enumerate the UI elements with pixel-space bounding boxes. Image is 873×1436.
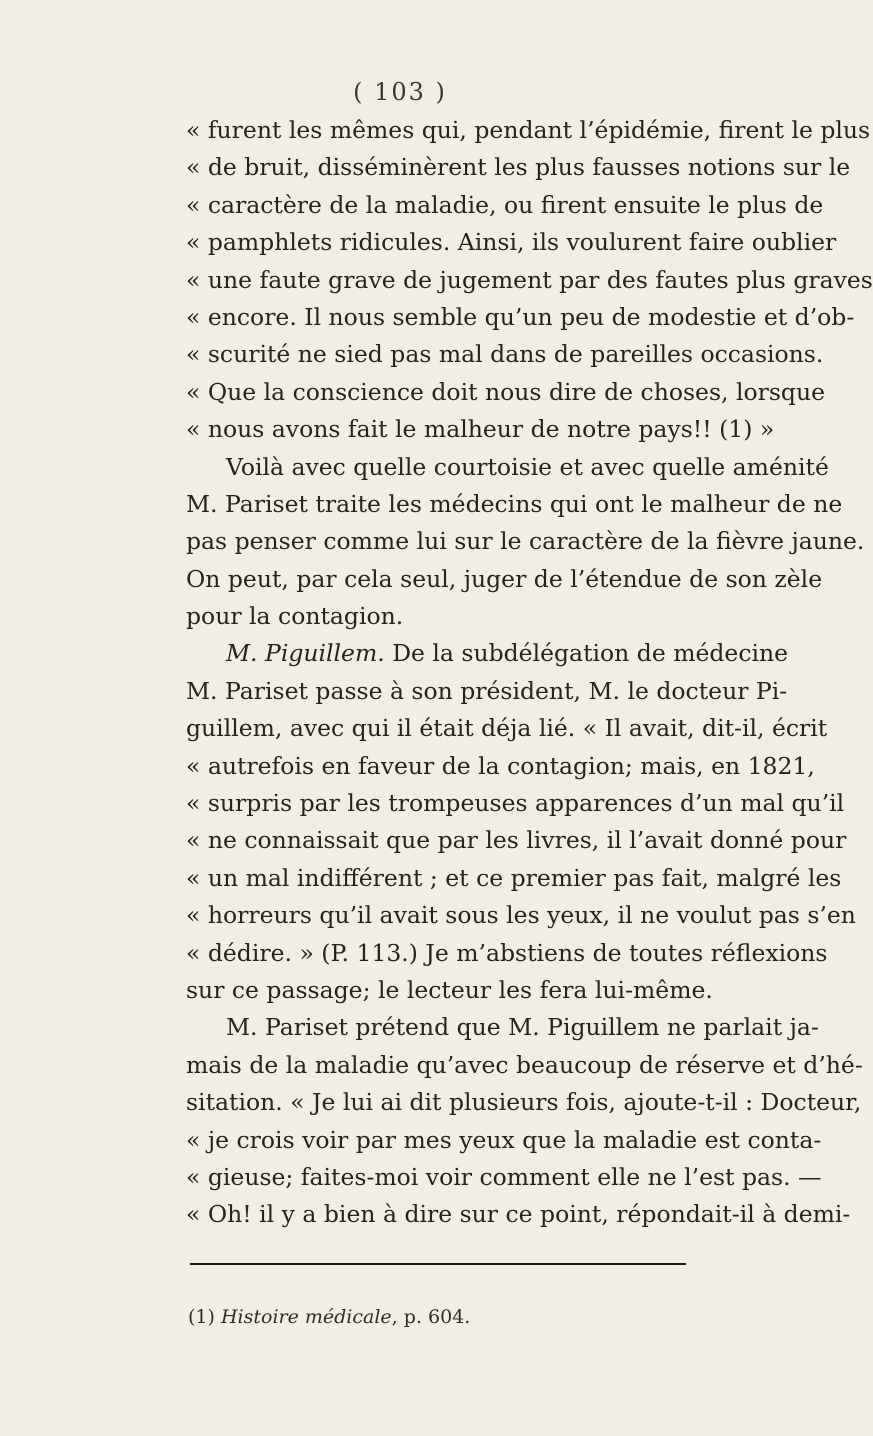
- text-line: On peut, par cela seul, juger de l’étendue de son zèle: [186, 564, 823, 593]
- body-text: [186, 112, 873, 1234]
- text-line: pour la contagion.: [186, 602, 404, 631]
- italic-heading: M. Piguillem.: [226, 639, 385, 668]
- text-line: « encore. Il nous semble qu’un peu de modestie et d’ob-: [186, 302, 855, 331]
- text-line: « Oh! il y a bien à dire sur ce point, répondait-il à demi-: [186, 1200, 851, 1229]
- text-line: « ne connaissait que par les livres, il l’avait donné pour: [186, 826, 847, 855]
- footnote-mark: (1): [188, 1306, 215, 1328]
- text-line: « une faute grave de jugement par des fautes plus graves: [186, 265, 873, 294]
- text-line: « gieuse; faites-moi voir comment elle ne l’est pas. —: [186, 1162, 822, 1191]
- text-line: « de bruit, disséminèrent les plus fausses notions sur le: [186, 153, 851, 182]
- text-line: « dédire. » (P. 113.) Je m’abstiens de toutes réflexions: [186, 938, 828, 967]
- text-line: « surpris par les trompeuses apparences d’un mal qu’il: [186, 789, 845, 818]
- text-line: « scurité ne sied pas mal dans de pareilles occasions.: [186, 340, 824, 369]
- text-line: « pamphlets ridicules. Ainsi, ils voulurent faire oublier: [186, 228, 837, 257]
- footnote: [188, 1306, 470, 1328]
- text-line: sur ce passage; le lecteur les fera lui-même.: [186, 975, 713, 1004]
- footnote-divider: [190, 1263, 686, 1265]
- text-line-piguillem: [186, 635, 789, 672]
- text-line: M. Pariset prétend que M. Piguillem ne parlait ja-: [226, 1013, 819, 1042]
- text-line: « nous avons fait le malheur de notre pays!! (1) »: [186, 415, 775, 444]
- text-line: M. Pariset passe à son président, M. le docteur Pi-: [186, 676, 788, 705]
- page-number: ( 103 ): [353, 78, 447, 106]
- text-line: M. Pariset traite les médecins qui ont le malheur de ne: [186, 489, 843, 518]
- text-line: « je crois voir par mes yeux que la maladie est conta-: [186, 1125, 822, 1154]
- footnote-title: Histoire médicale: [220, 1306, 392, 1328]
- text-line: « Que la conscience doit nous dire de choses, lorsque: [186, 377, 825, 406]
- text-line: « autrefois en faveur de la contagion; mais, en 1821,: [186, 751, 815, 780]
- text-line-rest: De la subdélégation de médecine: [384, 639, 789, 668]
- text-line: « furent les mêmes qui, pendant l’épidémie, firent le plus: [186, 116, 871, 144]
- footnote-rest: , p. 604.: [391, 1306, 471, 1328]
- text-line: guillem, avec qui il était déja lié. « Il avait, dit-il, écrit: [186, 714, 828, 743]
- text-line: « horreurs qu’il avait sous les yeux, il ne voulut pas s’en: [186, 901, 856, 930]
- text-line: mais de la maladie qu’avec beaucoup de réserve et d’hé-: [186, 1050, 863, 1079]
- text-line: pas penser comme lui sur le caractère de la fièvre jaune.: [186, 527, 865, 556]
- text-line: sitation. « Je lui ai dit plusieurs fois, ajoute-t-il : Docteur,: [186, 1088, 862, 1117]
- text-line: « caractère de la maladie, ou firent ensuite le plus de: [186, 190, 824, 219]
- text-line: « un mal indifférent ; et ce premier pas fait, malgré les: [186, 863, 842, 892]
- text-line: Voilà avec quelle courtoisie et avec quelle aménité: [226, 452, 829, 481]
